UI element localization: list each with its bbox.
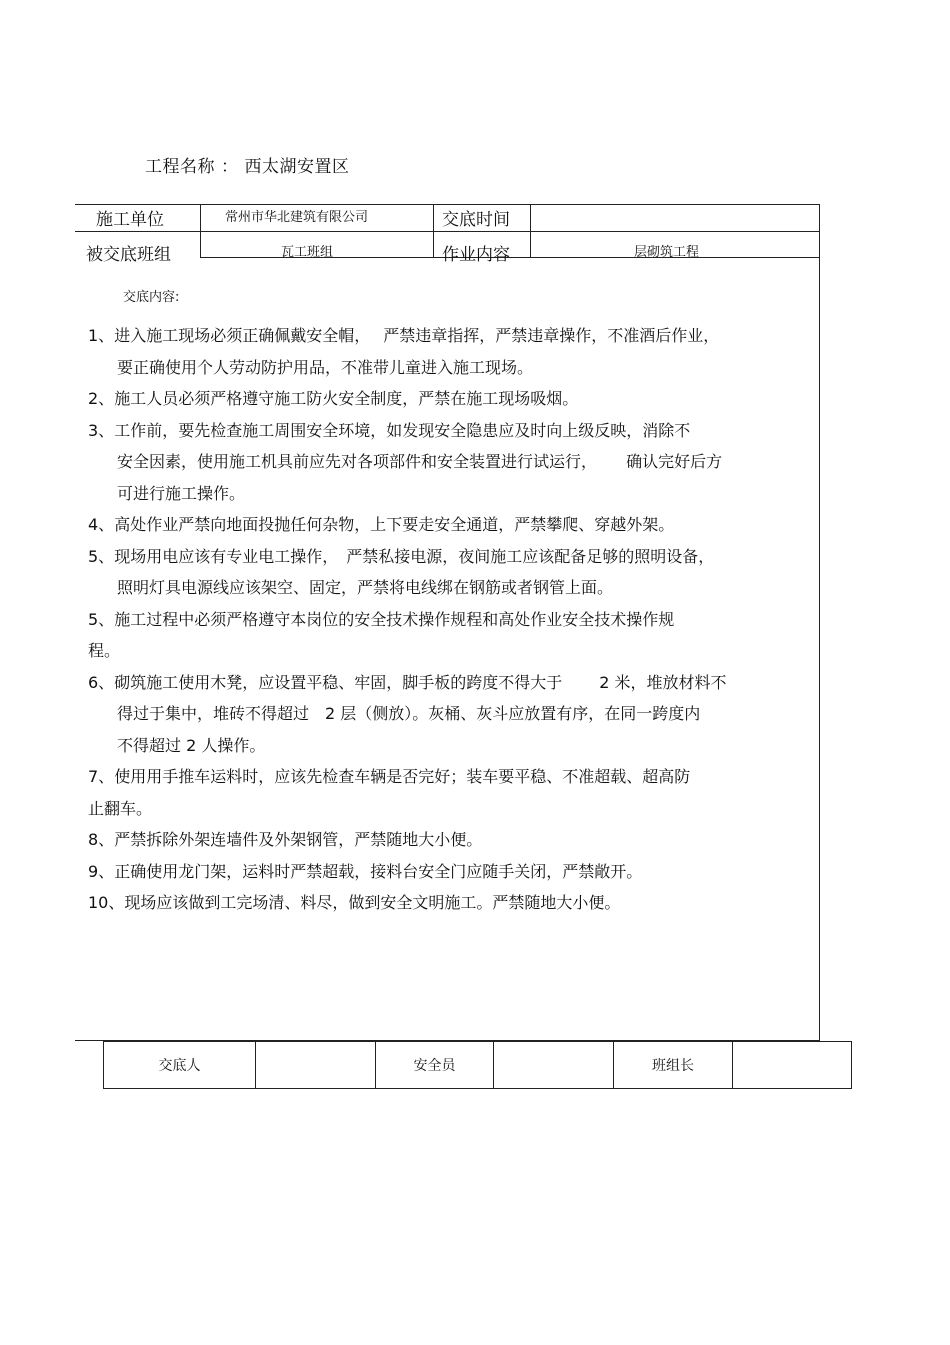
table-col-divider — [200, 204, 201, 257]
briefing-items — [88, 320, 808, 919]
table-col-divider — [530, 204, 531, 257]
signature-table — [103, 1041, 852, 1089]
briefing-item — [88, 667, 808, 762]
briefing-item-first-line — [88, 415, 808, 447]
briefing-item — [88, 541, 808, 604]
briefing-item-number: 7、 — [88, 767, 115, 786]
briefing-item-text: 砌筑施工使用木凳，应设置平稳、牢固，脚手板的跨度不得大于 2 米，堆放材料不 — [114, 672, 727, 692]
briefing-item — [88, 604, 808, 667]
briefing-item-number: 5、 — [88, 609, 115, 629]
briefing-item-continuation: 照明灯具电源线应该架空、固定，严禁将电线绑在钢筋或者钢管上面。 — [117, 578, 614, 597]
briefing-item — [88, 415, 808, 510]
briefing-item-continuation: 可进行施工操作。 — [117, 483, 246, 503]
briefing-item-number: 6、 — [88, 672, 115, 692]
table-col-divider — [433, 204, 434, 257]
briefing-item-number: 3、 — [88, 420, 115, 440]
briefing-item-first-line — [88, 383, 808, 415]
briefing-item — [88, 887, 808, 919]
briefing-item-number: 1、 — [88, 326, 115, 345]
briefing-item-text: 高处作业严禁向地面投抛任何杂物，上下要走安全通道，严禁攀爬、穿越外架。 — [114, 515, 675, 534]
briefing-item — [88, 761, 808, 824]
safety-officer-signature-field[interactable] — [494, 1042, 614, 1088]
briefing-item-number: 10、 — [88, 893, 125, 912]
briefing-item-first-line — [88, 604, 808, 636]
briefing-item-continuation: 止翻车。 — [88, 798, 153, 818]
project-colon: ： — [221, 157, 239, 177]
briefing-item-text: 正确使用龙门架，运料时严禁超载，接料台安全门应随手关闭，严禁敞开。 — [114, 861, 643, 881]
briefing-item-text: 使用用手推车运料时，应该先检查车辆是否完好；装车要平稳、不准超载、超高防 — [114, 767, 691, 786]
briefing-item-first-line — [88, 856, 808, 888]
briefing-item-text: 现场用电应该有专业电工操作， 严禁私接电源，夜间施工应该配备足够的照明设备， — [114, 546, 715, 566]
construction-unit-label: 施工单位 — [96, 210, 164, 230]
safety-officer-label: 安全员 — [376, 1042, 494, 1088]
briefing-time-label: 交底时间 — [442, 210, 510, 230]
team-label: 被交底班组 — [86, 245, 171, 265]
team-value: 瓦工班组 — [281, 245, 334, 260]
briefer-signature-field[interactable] — [256, 1042, 376, 1088]
briefer-label: 交底人 — [104, 1042, 256, 1088]
briefing-item — [88, 856, 808, 888]
briefing-item — [88, 509, 808, 541]
briefing-item-continuation: 得过于集中，堆砖不得超过 2 层（侧放）。灰桶、灰斗应放置有序，在同一跨度内 — [117, 704, 701, 723]
table-right-border — [819, 204, 820, 1041]
briefing-content-label: 交底内容: — [123, 290, 180, 305]
construction-unit-value: 常州市华北建筑有限公司 — [225, 210, 369, 225]
briefing-item — [88, 824, 808, 856]
briefing-item-first-line — [88, 509, 808, 541]
briefing-item-first-line — [88, 320, 808, 352]
briefing-item-number: 9、 — [88, 861, 115, 881]
briefing-item-continuation: 不得超过 2 人操作。 — [117, 735, 266, 755]
briefing-item-first-line — [88, 667, 808, 699]
briefing-item-first-line — [88, 824, 808, 856]
briefing-item — [88, 320, 808, 383]
briefing-item-number: 5、 — [88, 546, 115, 566]
briefing-item-first-line — [88, 761, 808, 793]
briefing-item-number: 8、 — [88, 830, 115, 849]
briefing-item-text: 现场应该做到工完场清、料尽，做到安全文明施工。严禁随地大小便。 — [124, 893, 621, 912]
work-content-value: 层砌筑工程 — [634, 245, 700, 260]
briefing-item — [88, 383, 808, 415]
project-label: 工程名称 — [145, 157, 215, 177]
project-name-line — [145, 152, 350, 177]
briefing-item-first-line — [88, 887, 808, 919]
briefing-item-number: 4、 — [88, 515, 115, 534]
project-name: 西太湖安置区 — [244, 157, 350, 177]
team-leader-signature-field[interactable] — [733, 1042, 851, 1088]
briefing-item-text: 严禁拆除外架连墙件及外架钢管，严禁随地大小便。 — [114, 830, 483, 849]
briefing-item-text: 施工过程中必须严格遵守本岗位的安全技术操作规程和高处作业安全技术操作规 — [114, 609, 675, 629]
briefing-item-text: 施工人员必须严格遵守施工防火安全制度，严禁在施工现场吸烟。 — [114, 389, 579, 408]
briefing-item-continuation: 要正确使用个人劳动防护用品，不准带儿童进入施工现场。 — [117, 357, 534, 377]
briefing-item-text: 工作前，要先检查施工周围安全环境，如发现安全隐患应及时向上级反映，消除不 — [114, 420, 691, 440]
team-leader-label: 班组长 — [614, 1042, 733, 1088]
briefing-item-continuation: 安全因素，使用施工机具前应先对各项部件和安全装置进行试运行， 确认完好后方 — [117, 452, 723, 471]
table-row-divider — [75, 231, 820, 232]
briefing-item-continuation: 程。 — [88, 641, 121, 660]
briefing-item-first-line — [88, 541, 808, 573]
briefing-item-text: 进入施工现场必须正确佩戴安全帽， 严禁违章指挥，严禁违章操作，不准酒后作业， — [114, 326, 720, 345]
work-content-label: 作业内容 — [442, 245, 510, 265]
briefing-item-number: 2、 — [88, 389, 115, 408]
